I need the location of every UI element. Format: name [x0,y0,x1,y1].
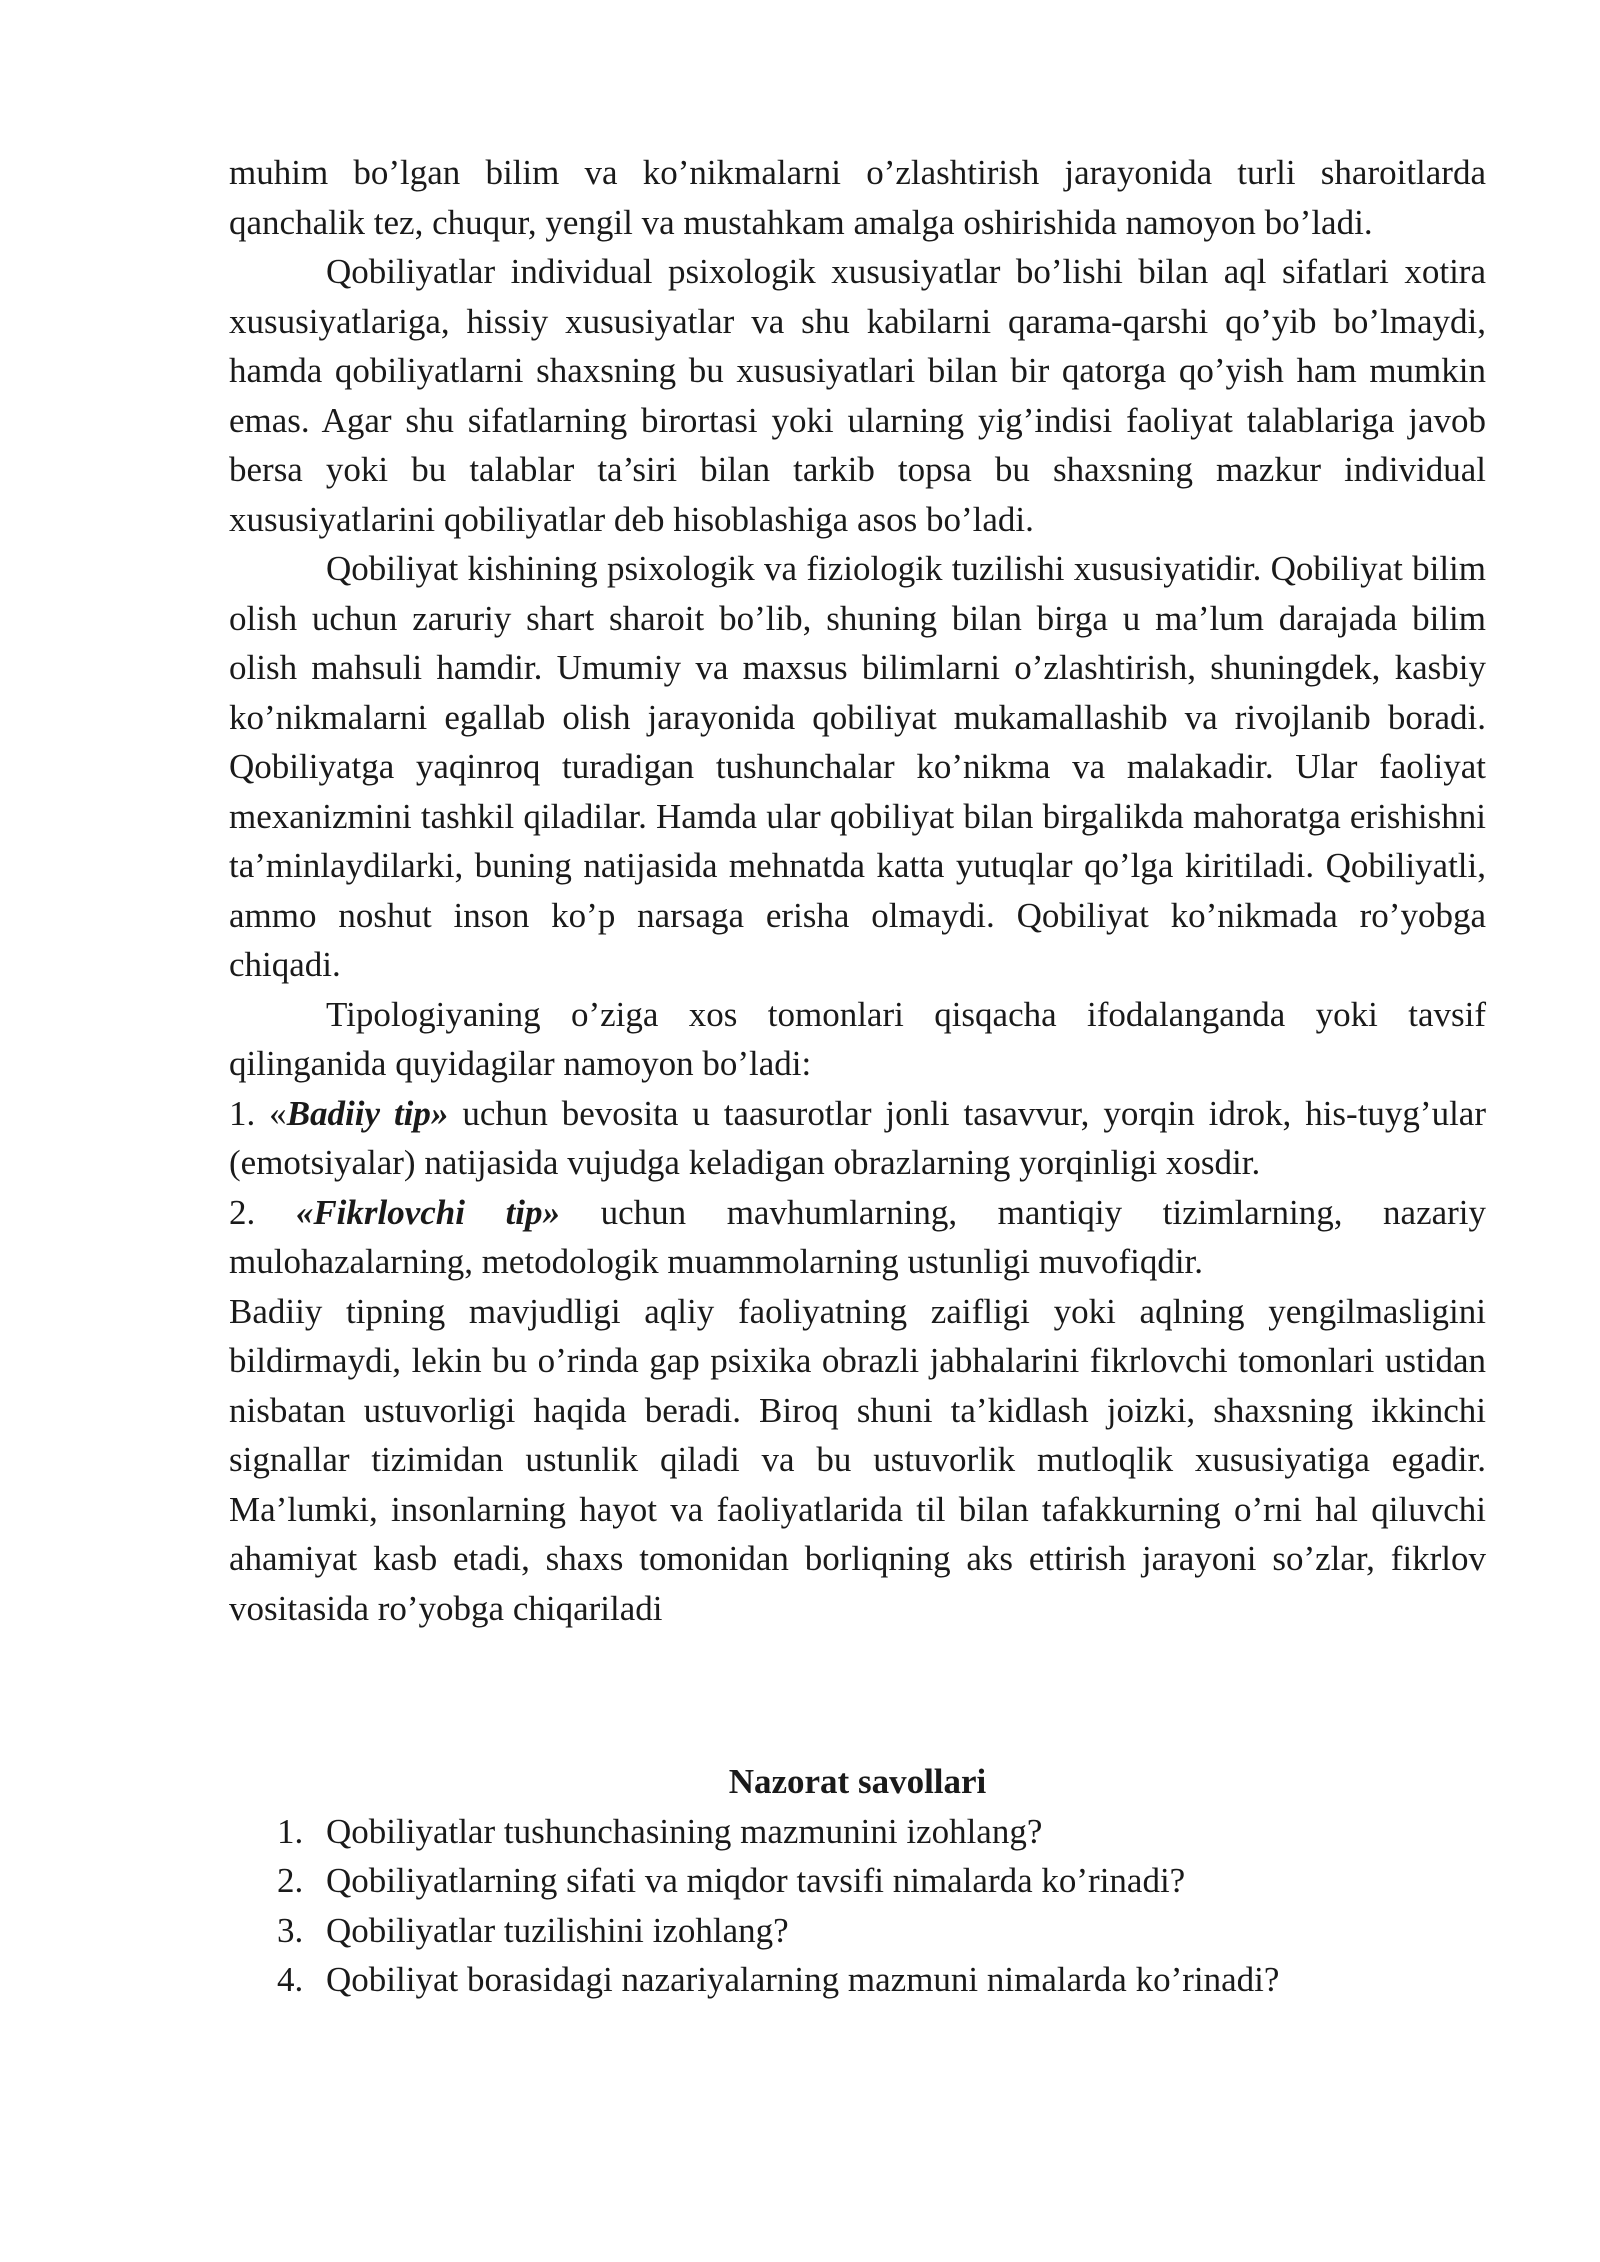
question-item [229,1807,1486,1857]
question-item [229,1955,1486,2005]
paragraph-continuation: muhim bo’lgan bilim va ko’nikmalarni o’zlashtirish jarayonida turli sharoitlarda qanchalik tez, chuqur, yengil va mustahkam amalga oshirishida namoyon bo’ladi. [229,153,1486,242]
paragraph-artistic-type-discussion: Badiiy tipning mavjudligi aqliy faoliyatning zaifligi yoki aqlning yengilmasligini bildirmaydi, lekin bu o’rinda gap psixika obrazli jabhalarini fikrlovchi tomonlari ustidan nisbatan ustuvorligi haqida beradi. Biroq shuni ta’kidlash joizki, shaxsning ikkinchi signallar tizimidan ustunlik qiladi va bu ustuvorlik mutloqlik xususiyatiga egadir. Ma’lumki, insonlarning hayot va faoliyatlarida til bilan tafakkurning o’rni hal qiluvchi ahamiyat kasb etadi, shaxs tomonidan borliqning aks ettirish jarayoni so’zlar, fikrlov vositasida ro’yobga chiqariladi [229,1291,1486,1628]
question-text: Qobiliyatlar tuzilishini izohlang? [326,1910,789,1950]
thinking-type-prefix: 2. [229,1192,296,1232]
question-item [229,1856,1486,1906]
artistic-type-description: uchun bevosita u taasurotlar jonli tasavvur, yorqin idrok, his-tuyg’ular (emotsiyalar) natijasida vujudga keladigan obrazlarning yorqinligi xosdir. [229,1093,1486,1182]
question-text: Qobiliyatlarning sifati va miqdor tavsifi nimalarda ko’rinadi? [326,1861,1186,1900]
paragraph-artistic-type [229,1089,1486,1188]
question-text: Qobiliyatlar tushunchasining mazmunini izohlang? [326,1811,1043,1851]
paragraph-thinking-type [229,1188,1486,1287]
paragraph-abilities-individual: Qobiliyatlar individual psixologik xususiyatlar bo’lishi bilan aql sifatlari xotira xususiyatlariga, hissiy xususiyatlar va shu kabilarni qarama-qarshi qo’yib bo’lmaydi, hamda qobiliyatlarni shaxsning bu xususiyatlari bilan bir qatorga qo’yish ham mumkin emas. Agar shu sifatlarning birortasi yoki ularning yig’indisi faoliyat talablariga javob bersa yoki bu talablar ta’siri bilan tarkib topsa bu shaxsning mazkur individual xususiyatlarini qobiliyatlar deb hisoblashiga asos bo’ladi. [229,252,1486,539]
question-number: 3. [277,1910,304,1950]
paragraph-abilities-definition: Qobiliyat kishining psixologik va fiziologik tuzilishi xususiyatidir. Qobiliyat bilim olish uchun zaruriy shart sharoit bo’lib, shuning bilan birga u ma’lum darajada bilim olish mahsuli hamdir. Umumiy va maxsus bilimlarni o’zlashtirish, shuningdek, kasbiy ko’nikmalarni egallab olish jarayonida qobiliyat mukamallashib va rivojlanib boradi. Qobiliyatga yaqinroq turadigan tushunchalar ko’nikma va malakadir. Ular faoliyat mexanizmini tashkil qiladilar. Hamda ular qobiliyat bilan birgalikda mahoratga erishishni ta’minlaydilarki, buning natijasida mehnatda katta yutuqlar qo’lga kiritiladi. Qobiliyatli, ammo noshut inson ko’p narsaga erisha olmaydi. Qobiliyat ko’nikmada ro’yobga chiqadi. [229,549,1486,984]
control-questions-list [229,1807,1486,2005]
question-item [229,1906,1486,1956]
question-text: Qobiliyat borasidagi nazariyalarning mazmuni nimalarda ko’rinadi? [326,1960,1280,1999]
question-number: 4. [277,1960,304,1999]
question-number: 2. [277,1861,304,1900]
artistic-type-term: Badiiy tip» [286,1093,449,1133]
thinking-type-term: «Fikrlovchi tip» [295,1192,561,1232]
control-questions-heading: Nazorat savollari [728,1762,987,1801]
artistic-type-prefix: 1. « [229,1093,287,1133]
paragraph-typology-intro: Tipologiyaning o’ziga xos tomonlari qisqacha ifodalanganda yoki tavsif qilinganida quyidagilar namoyon bo’ladi: [229,994,1486,1083]
thinking-type-description: uchun mavhumlarning, mantiqiy tizimlarning, nazariy mulohazalarning, metodologik muammolarning ustunligi muvofiqdir. [229,1192,1487,1281]
document-page [229,148,1486,2005]
question-number: 1. [277,1811,304,1851]
